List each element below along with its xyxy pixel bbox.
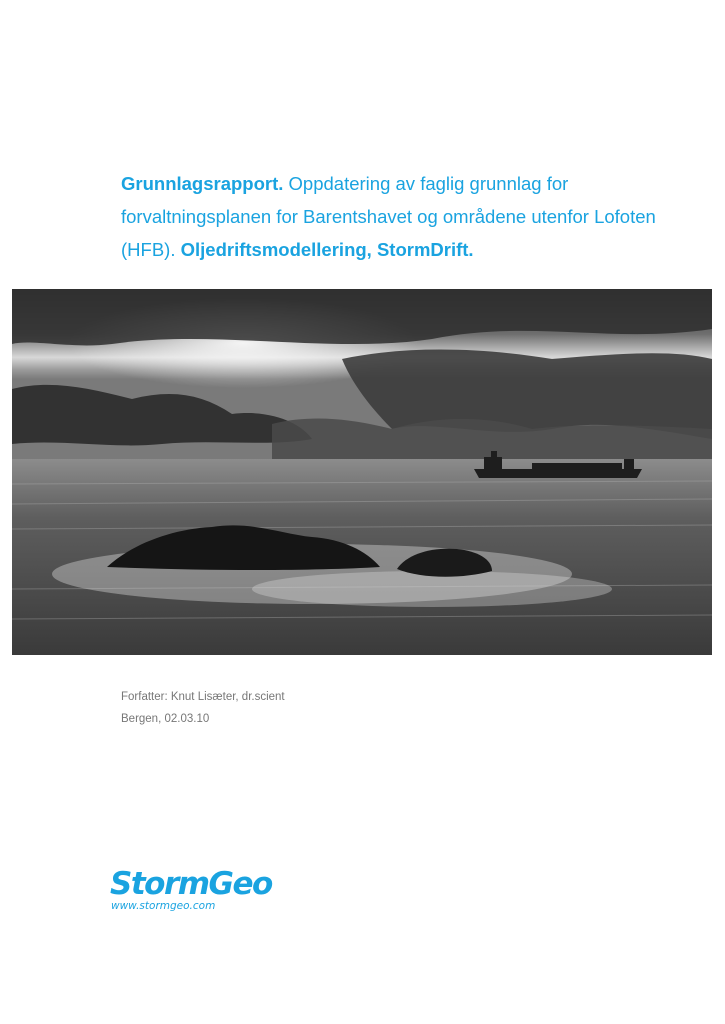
logo-wordmark: StormGeo <box>110 866 272 902</box>
title-lead-bold: Grunnlagsrapport. <box>121 173 284 194</box>
cover-photo <box>12 289 712 655</box>
title-trail-bold: Oljedriftsmodellering, StormDrift. <box>180 239 474 260</box>
report-title <box>121 167 681 266</box>
place-date-line: Bergen, 02.03.10 <box>121 713 210 725</box>
stormgeo-logo <box>110 866 272 912</box>
author-line: Forfatter: Knut Lisæter, dr.scient <box>121 691 285 703</box>
logo-url[interactable]: www.stormgeo.com <box>111 900 216 912</box>
report-meta <box>121 686 285 730</box>
title-body: Oppdatering av faglig grunnlag for forvaltningsplanen for Barentshavet og områdene utenfor Lofoten (HFB). <box>121 173 656 260</box>
sea-ship-rocks-image <box>12 289 712 655</box>
